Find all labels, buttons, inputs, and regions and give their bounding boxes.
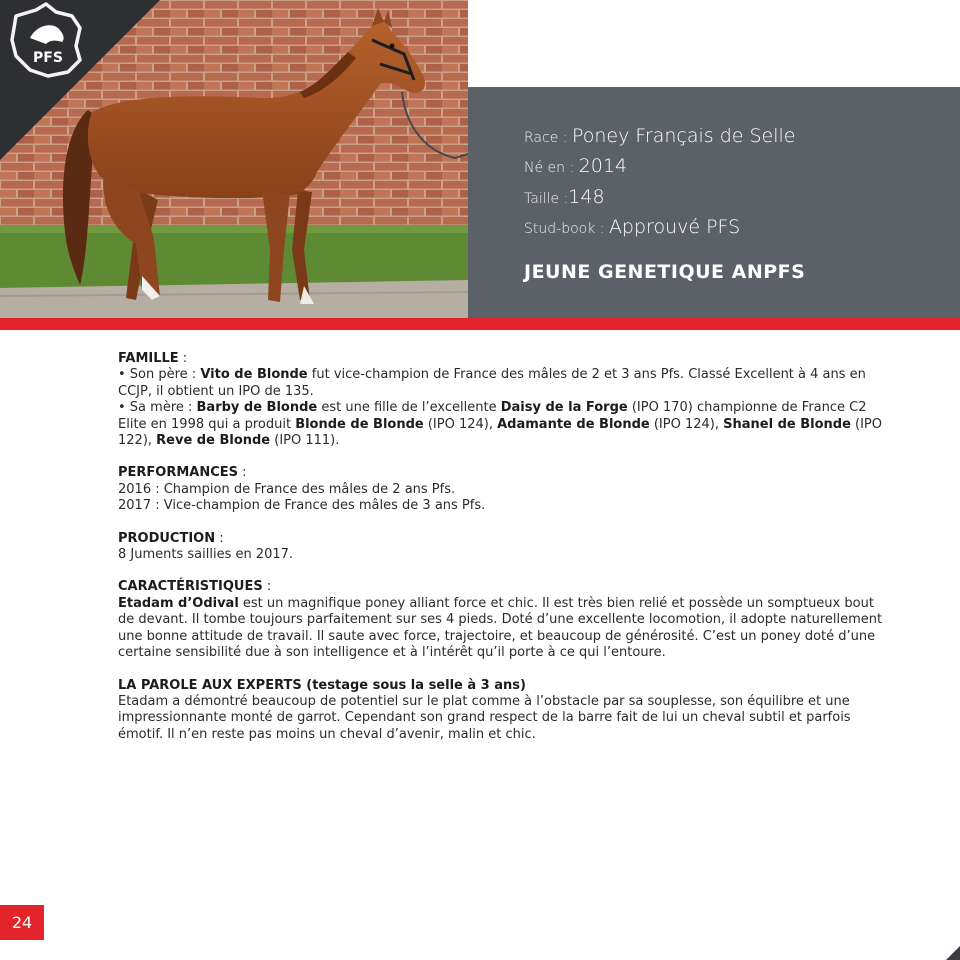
height-label: Taille : [524,191,569,207]
studbook-value: Approuvé PFS [608,216,741,238]
famille-father: • Son père : Vito de Blonde fut vice-champion de France des mâles de 2 et 3 ans Pfs. Classé Excellent à 4 ans en CCJP, il obtient un IPO de 135. [118,367,866,399]
performance-line: 2017 : Vice-champion de France des mâles de 3 ans Pfs. [118,498,486,514]
height-row [524,186,605,208]
production-heading: PRODUCTION : [118,530,224,546]
page-number: 24 [0,905,44,940]
caracteristiques-text: Etadam d’Odival est un magnifique poney alliant force et chic. Il est très bien relié et possède un somptueux bout de devant. Il tombe toujours parfaitement sur ses 4 pieds. Doté d’une excellente locomotion, il adopte naturellement une bonne attitude de travail. Il saute avec force, trajectoire, et beaucoup de générosité. C’est un poney doté d’une certaine sensibilité due à son intelligence et à l’intérêt qu’il porte à ce qui l’entoure. [118,595,883,661]
logo-text: PFS [33,50,63,66]
birth-year-label: Né en : [524,160,579,176]
studbook-row [524,216,740,238]
red-divider-band [0,318,960,330]
famille-mother: • Sa mère : Barby de Blonde est une fille de l’excellente Daisy de la Forge (IPO 170) championne de France C2 Elite en 1998 qui a produit Blonde de Blonde (IPO 124), Adamante de Blonde (IPO 124), Shanel de Blonde (IPO 122), Reve de Blonde (IPO 111). [118,400,883,449]
production-text: 8 Juments saillies en 2017. [118,547,294,563]
race-row [524,125,796,147]
performances-heading: PERFORMANCES : [118,465,247,481]
race-value: Poney Français de Selle [571,125,796,147]
experts-text: Etadam a démontré beaucoup de potentiel sur le plat comme à l’obstacle par sa souplesse, son équilibre et une impressionnante monté de garrot. Cependant son grand respect de la barre fait de lui un cheval subtil et parfois émotif. Il n’en reste pas moins un cheval d’avenir, malin et chic. [118,693,851,742]
birth-year-row [524,155,627,177]
horse-info-panel [468,87,960,318]
performance-line: 2016 : Champion de France des mâles de 2 ans Pfs. [118,481,456,497]
horse-description [118,351,888,743]
birth-year-value: 2014 [578,155,627,177]
famille-heading: FAMILLE : [118,351,188,366]
experts-heading: LA PAROLE AUX EXPERTS (testage sous la selle à 3 ans) [118,677,526,693]
studbook-label: Stud-book : [524,221,609,237]
corner-fold-decoration [946,946,960,960]
caracteristiques-heading: CARACTÉRISTIQUES : [118,579,272,595]
pfs-logo [0,0,160,160]
panel-title: JEUNE GENETIQUE ANPFS [524,261,806,283]
height-value: 148 [568,186,605,208]
race-label: Race : [524,130,572,146]
